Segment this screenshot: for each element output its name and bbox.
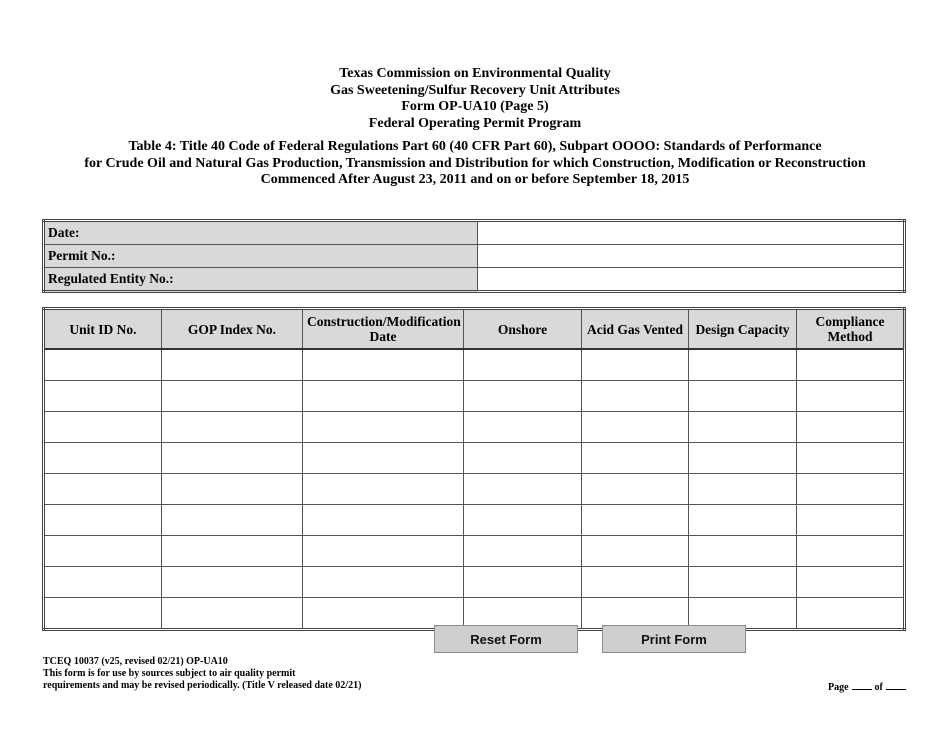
page-number-field[interactable]	[852, 680, 872, 690]
cell-design-capacity[interactable]	[689, 505, 797, 536]
cell-onshore[interactable]	[464, 536, 582, 567]
cell-gop-index[interactable]	[162, 567, 303, 598]
footer-note-2: requirements and may be revised periodically. (Title V released date 02/21)	[43, 680, 362, 691]
cell-compliance-method[interactable]	[797, 381, 905, 412]
cell-design-capacity[interactable]	[689, 412, 797, 443]
column-header-onshore: Onshore	[464, 309, 582, 350]
cell-onshore[interactable]	[464, 443, 582, 474]
cell-construction-date[interactable]	[303, 412, 464, 443]
cell-compliance-method[interactable]	[797, 567, 905, 598]
table-title-line-1: Table 4: Title 40 Code of Federal Regulations Part 60 (40 CFR Part 60), Subpart OOOO: Standards of Performance	[128, 139, 822, 154]
cell-design-capacity[interactable]	[689, 536, 797, 567]
page-label: Page	[828, 682, 849, 693]
cell-unit-id[interactable]	[44, 536, 162, 567]
cell-compliance-method[interactable]	[797, 443, 905, 474]
column-header-compliance-method: Compliance Method	[797, 309, 905, 350]
entity-row	[44, 268, 905, 292]
table-row	[44, 505, 905, 536]
permit-label: Permit No.:	[44, 245, 478, 268]
table-title-line-2: for Crude Oil and Natural Gas Production, Transmission and Distribution for which Construction, Modification or Reconstruction	[84, 155, 866, 171]
cell-unit-id[interactable]	[44, 474, 162, 505]
cell-acid-gas-vented[interactable]	[582, 567, 689, 598]
cell-construction-date[interactable]	[303, 443, 464, 474]
cell-design-capacity[interactable]	[689, 443, 797, 474]
cell-compliance-method[interactable]	[797, 349, 905, 381]
cell-gop-index[interactable]	[162, 598, 303, 630]
cell-design-capacity[interactable]	[689, 474, 797, 505]
cell-unit-id[interactable]	[44, 598, 162, 630]
form-subtitle: Gas Sweetening/Sulfur Recovery Unit Attributes	[330, 82, 620, 98]
of-label: of	[874, 682, 883, 693]
cell-compliance-method[interactable]	[797, 505, 905, 536]
cell-onshore[interactable]	[464, 505, 582, 536]
cell-construction-date[interactable]	[303, 505, 464, 536]
permit-info-table	[42, 219, 906, 293]
cell-construction-date[interactable]	[303, 567, 464, 598]
cell-gop-index[interactable]	[162, 349, 303, 381]
unit-attributes-table	[42, 307, 906, 631]
cell-gop-index[interactable]	[162, 536, 303, 567]
table-body	[44, 349, 905, 630]
cell-onshore[interactable]	[464, 381, 582, 412]
cell-acid-gas-vented[interactable]	[582, 536, 689, 567]
table-row	[44, 567, 905, 598]
cell-unit-id[interactable]	[44, 412, 162, 443]
cell-compliance-method[interactable]	[797, 412, 905, 443]
cell-design-capacity[interactable]	[689, 567, 797, 598]
cell-construction-date[interactable]	[303, 381, 464, 412]
table-title-line-3: Commenced After August 23, 2011 and on or before September 18, 2015	[260, 172, 690, 187]
form-footer	[43, 656, 361, 692]
permit-field[interactable]	[478, 245, 905, 268]
table-row	[44, 349, 905, 381]
form-header	[0, 66, 950, 189]
cell-gop-index[interactable]	[162, 505, 303, 536]
table-header-row	[44, 309, 905, 350]
cell-gop-index[interactable]	[162, 474, 303, 505]
column-header-acid-gas-vented: Acid Gas Vented	[582, 309, 689, 350]
cell-construction-date[interactable]	[303, 349, 464, 381]
cell-gop-index[interactable]	[162, 412, 303, 443]
cell-acid-gas-vented[interactable]	[582, 474, 689, 505]
column-header-unit-id: Unit ID No.	[44, 309, 162, 350]
cell-compliance-method[interactable]	[797, 598, 905, 630]
cell-unit-id[interactable]	[44, 567, 162, 598]
cell-compliance-method[interactable]	[797, 474, 905, 505]
cell-unit-id[interactable]	[44, 381, 162, 412]
date-row	[44, 221, 905, 245]
cell-acid-gas-vented[interactable]	[582, 381, 689, 412]
page-total-field[interactable]	[886, 680, 906, 690]
cell-gop-index[interactable]	[162, 381, 303, 412]
cell-acid-gas-vented[interactable]	[582, 412, 689, 443]
cell-unit-id[interactable]	[44, 443, 162, 474]
agency-name: Texas Commission on Environmental Quality	[339, 66, 611, 81]
page-counter	[828, 680, 909, 693]
cell-compliance-method[interactable]	[797, 536, 905, 567]
cell-acid-gas-vented[interactable]	[582, 505, 689, 536]
cell-acid-gas-vented[interactable]	[582, 349, 689, 381]
reset-form-button[interactable]: Reset Form	[434, 625, 578, 653]
cell-acid-gas-vented[interactable]	[582, 443, 689, 474]
cell-design-capacity[interactable]	[689, 349, 797, 381]
column-header-gop-index: GOP Index No.	[162, 309, 303, 350]
entity-field[interactable]	[478, 268, 905, 292]
cell-design-capacity[interactable]	[689, 381, 797, 412]
table-title	[0, 139, 950, 189]
table-row	[44, 443, 905, 474]
column-header-design-capacity: Design Capacity	[689, 309, 797, 350]
program-name: Federal Operating Permit Program	[368, 115, 582, 131]
footer-note-1: This form is for use by sources subject to air quality permit	[43, 668, 296, 679]
cell-onshore[interactable]	[464, 349, 582, 381]
column-header-construction-date: Construction/Modification Date	[303, 309, 464, 350]
permit-row	[44, 245, 905, 268]
cell-unit-id[interactable]	[44, 349, 162, 381]
cell-unit-id[interactable]	[44, 505, 162, 536]
table-row	[44, 474, 905, 505]
footer-form-id: TCEQ 10037 (v25, revised 02/21) OP-UA10	[43, 656, 228, 667]
entity-label: Regulated Entity No.:	[44, 268, 478, 292]
cell-onshore[interactable]	[464, 412, 582, 443]
table-row	[44, 381, 905, 412]
table-row	[44, 412, 905, 443]
table-row	[44, 536, 905, 567]
form-number: Form OP-UA10 (Page 5)	[401, 99, 549, 114]
cell-onshore[interactable]	[464, 474, 582, 505]
print-form-button[interactable]: Print Form	[602, 625, 746, 653]
cell-construction-date[interactable]	[303, 536, 464, 567]
date-field[interactable]	[478, 221, 905, 245]
cell-gop-index[interactable]	[162, 443, 303, 474]
cell-construction-date[interactable]	[303, 474, 464, 505]
date-label: Date:	[44, 221, 478, 245]
cell-onshore[interactable]	[464, 567, 582, 598]
